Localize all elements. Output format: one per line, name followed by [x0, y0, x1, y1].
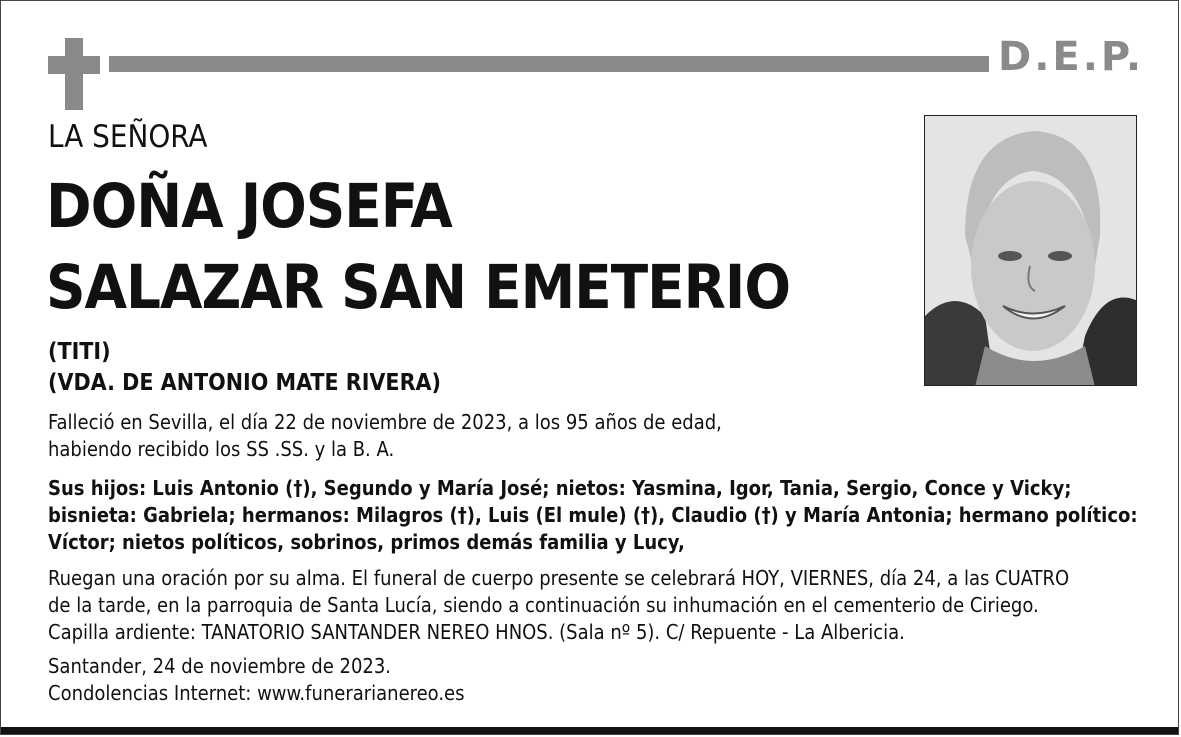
family-list — [48, 475, 1138, 556]
condolences-link: Condolencias Internet: www.funerarianereo.es — [48, 681, 465, 705]
deceased-name-line1: DOÑA JOSEFA — [46, 171, 452, 242]
death-line: habiendo recibido los SS .SS. y la B. A. — [48, 437, 395, 461]
cross-icon-bar — [48, 56, 100, 74]
header-rule — [109, 56, 989, 72]
nickname: (TITI) — [48, 339, 111, 365]
funeral-line: Capilla ardiente: TANATORIO SANTANDER NEREO HNOS. (Sala nº 5). C/ Repuente - La Albericia. — [48, 620, 905, 644]
honorific-label: LA SEÑORA — [48, 119, 208, 155]
bottom-border — [1, 727, 1178, 734]
widow-of: (VDA. DE ANTONIO MATE RIVERA) — [48, 370, 441, 396]
funeral-line: Ruegan una oración por su alma. El funeral de cuerpo presente se celebrará HOY, VIERNES, día 24, a las CUATRO — [48, 566, 1070, 590]
funeral-info — [48, 565, 1069, 646]
place-date: Santander, 24 de noviembre de 2023. — [48, 654, 392, 678]
family-line: Sus hijos: Luis Antonio (†), Segundo y María José; nietos: Yasmina, Igor, Tania, Sergio, Conce y Vicky; — [48, 476, 1072, 500]
death-line: Falleció en Sevilla, el día 22 de noviembre de 2023, a los 95 años de edad, — [48, 410, 722, 434]
cross-icon — [65, 38, 83, 110]
portrait-photo — [924, 115, 1137, 386]
dep-label: D.E.P. — [998, 34, 1145, 80]
family-line: Víctor; nietos políticos, sobrinos, primos demás familia y Lucy, — [48, 530, 685, 554]
death-notice — [48, 409, 722, 463]
closing — [48, 653, 464, 707]
family-line: bisnieta: Gabriela; hermanos: Milagros (†), Luis (El mule) (†), Claudio (†) y María Antonia; hermano político: — [48, 503, 1138, 527]
deceased-name-line2: SALAZAR SAN EMETERIO — [46, 252, 790, 323]
funeral-line: de la tarde, en la parroquia de Santa Lucía, siendo a continuación su inhumación en el cementerio de Ciriego. — [48, 593, 1039, 617]
portrait-image — [925, 116, 1137, 386]
